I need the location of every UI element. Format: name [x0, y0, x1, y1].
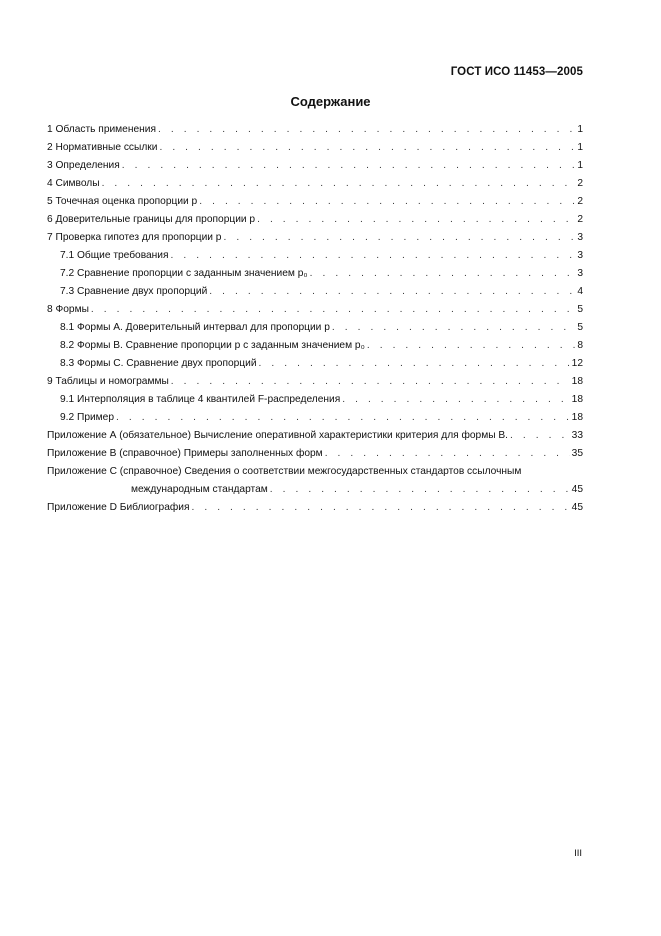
toc-entry-page: 1 [577, 160, 583, 171]
toc-entry-page: 3 [577, 250, 583, 261]
toc-entry-page: 18 [571, 412, 583, 423]
leader-dots [91, 301, 575, 319]
leader-dots [158, 121, 575, 139]
toc-entry-page: 45 [571, 484, 583, 495]
toc-entry-page: 1 [577, 142, 583, 153]
toc-entry-page: 8 [577, 340, 583, 351]
toc-subentry[interactable] [47, 283, 583, 301]
toc-entry-page: 5 [577, 322, 583, 333]
toc-subentry[interactable] [47, 247, 583, 265]
toc-subentry[interactable] [47, 355, 583, 373]
leader-dots [310, 265, 576, 283]
leader-dots [122, 157, 576, 175]
toc-entry-title: Приложение D Библиография [47, 502, 190, 513]
leader-dots [332, 319, 575, 337]
toc-entry-title: международным стандартам [131, 484, 268, 495]
leader-dots [209, 283, 575, 301]
toc-entry[interactable] [47, 301, 583, 319]
page-number: III [574, 848, 582, 859]
leader-dots [199, 193, 575, 211]
toc-entry[interactable] [47, 427, 583, 445]
toc-entry-page: 12 [571, 358, 583, 369]
toc-subentry[interactable] [47, 391, 583, 409]
toc-entry-page: 5 [577, 304, 583, 315]
leader-dots [171, 247, 576, 265]
toc-subentry[interactable] [47, 265, 583, 283]
leader-dots [102, 175, 576, 193]
toc-entry-page: 2 [577, 178, 583, 189]
toc-entry-title: 2 Нормативные ссылки [47, 142, 158, 153]
toc-entry-page: 18 [571, 376, 583, 387]
toc-entry-page: 4 [577, 286, 583, 297]
toc-entry[interactable] [47, 175, 583, 193]
leader-dots [342, 391, 569, 409]
toc-entry-title: Приложение В (справочное) Примеры заполненных форм [47, 448, 323, 459]
toc-entry-page: 2 [577, 196, 583, 207]
toc-entry-page: 3 [577, 268, 583, 279]
toc-entry-title: 8.1 Формы А. Доверительный интервал для пропорции p [60, 322, 330, 333]
toc-subentry[interactable] [47, 337, 583, 355]
toc-entry-page: 2 [577, 214, 583, 225]
leader-dots [510, 427, 570, 445]
toc-entry-page: 18 [571, 394, 583, 405]
toc-entry-page: 33 [571, 430, 583, 441]
toc-entry-title: 8.2 Формы В. Сравнение пропорции p с заданным значением p₀ [60, 340, 365, 351]
toc-entry-title: Приложение А (обязательное) Вычисление оперативной характеристики критерия для формы В. [47, 430, 509, 441]
leader-dots [325, 445, 570, 463]
toc-entry-continuation[interactable] [47, 481, 583, 499]
leader-dots [171, 373, 570, 391]
toc-subentry[interactable] [47, 319, 583, 337]
toc-entry-title: 9.2 Пример [60, 412, 115, 423]
toc-entry-title: 4 Символы [47, 178, 100, 189]
toc-entry-title: 7.3 Сравнение двух пропорций [60, 286, 208, 297]
toc-entry[interactable] [47, 211, 583, 229]
toc-entry[interactable] [47, 463, 583, 481]
page-title: Содержание [290, 94, 371, 109]
toc-entry-title: 7.1 Общие требования [60, 250, 169, 261]
toc-entry-title: 1 Область применения [47, 124, 156, 135]
leader-dots [270, 481, 570, 499]
toc-entry[interactable] [47, 157, 583, 175]
toc-entry-page: 45 [571, 502, 583, 513]
toc-entry-page: 35 [571, 448, 583, 459]
toc-entry-page: 1 [577, 124, 583, 135]
toc-entry[interactable] [47, 229, 583, 247]
toc-entry[interactable] [47, 373, 583, 391]
toc-entry[interactable] [47, 445, 583, 463]
toc-entry-title: Приложение С (справочное) Сведения о соответствии межгосударственных стандартов ссылочным [47, 466, 522, 477]
leader-dots [367, 337, 575, 355]
table-of-contents [47, 121, 583, 517]
leader-dots [116, 409, 570, 427]
leader-dots [223, 229, 575, 247]
toc-entry-title: 5 Точечная оценка пропорции p [47, 196, 198, 207]
toc-entry-title: 6 Доверительные границы для пропорции p [47, 214, 256, 225]
leader-dots [159, 139, 575, 157]
toc-entry-title: 9 Таблицы и номограммы [47, 376, 169, 387]
toc-entry[interactable] [47, 121, 583, 139]
toc-entry-title: 8.3 Формы С. Сравнение двух пропорций [60, 358, 257, 369]
leader-dots [191, 499, 569, 517]
toc-entry-title: 7 Проверка гипотез для пропорции p [47, 232, 222, 243]
leader-dots [259, 355, 570, 373]
toc-entry[interactable] [47, 139, 583, 157]
toc-entry-page: 3 [577, 232, 583, 243]
toc-entry[interactable] [47, 499, 583, 517]
toc-entry-title: 7.2 Сравнение пропорции с заданным значением p₀ [60, 268, 308, 279]
document-id: ГОСТ ИСО 11453—2005 [450, 66, 583, 78]
toc-entry[interactable] [47, 193, 583, 211]
toc-subentry[interactable] [47, 409, 583, 427]
toc-entry-title: 9.1 Интерполяция в таблице 4 квантилей F-распределения [60, 394, 341, 405]
toc-entry-title: 3 Определения [47, 160, 120, 171]
toc-entry-title: 8 Формы [47, 304, 89, 315]
leader-dots [257, 211, 575, 229]
